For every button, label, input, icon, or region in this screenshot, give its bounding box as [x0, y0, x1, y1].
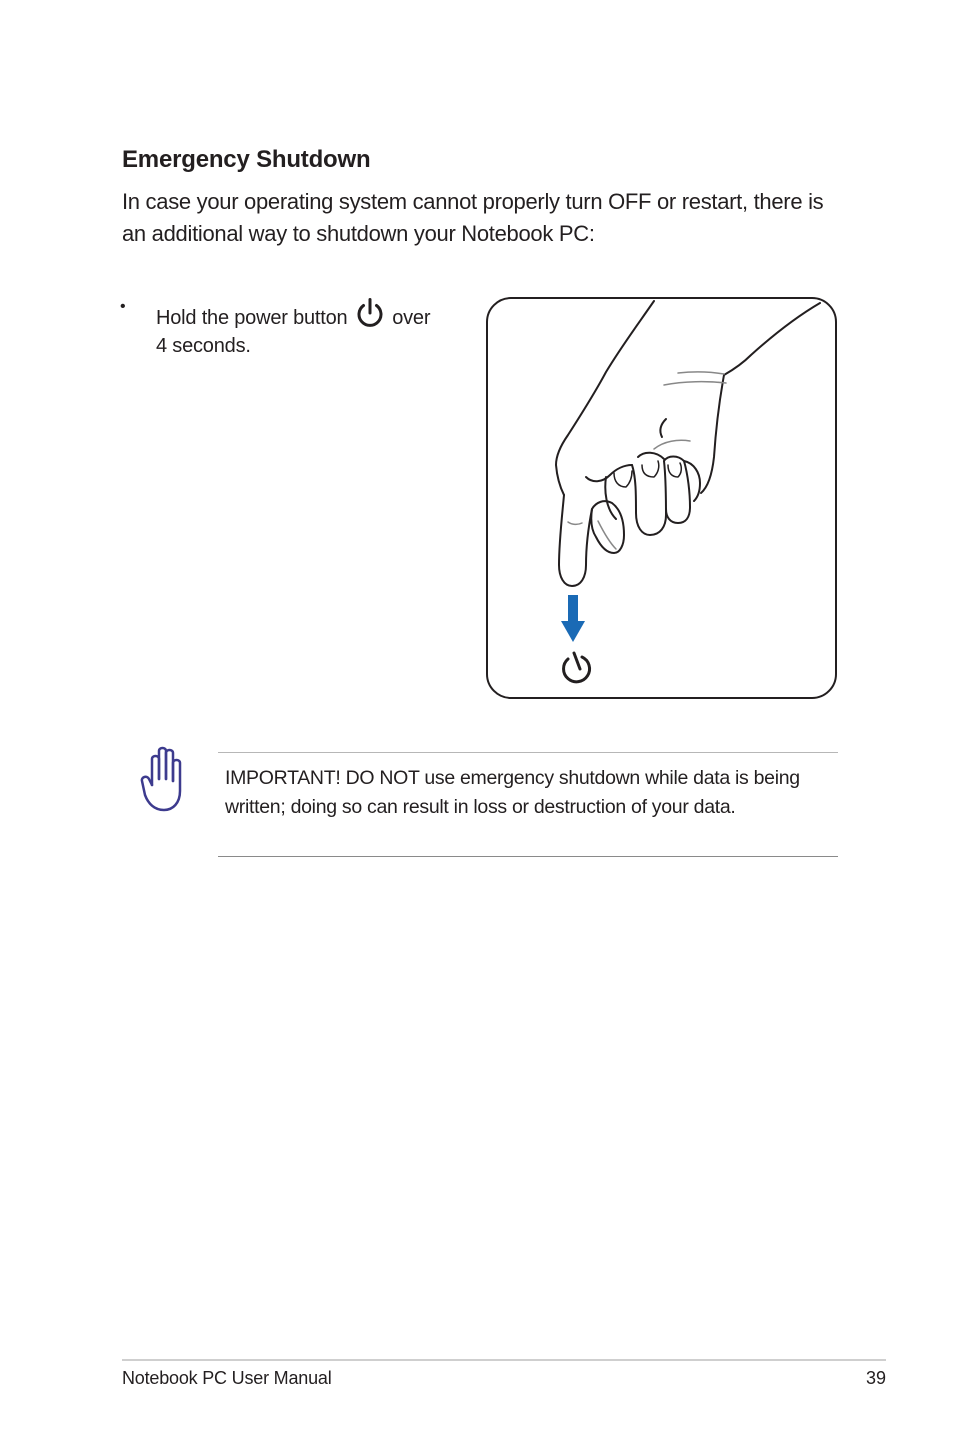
finger-press-illustration	[486, 297, 837, 699]
bullet-marker: •	[120, 298, 126, 315]
hand-stop-icon	[140, 745, 188, 813]
illustration-frame	[487, 298, 836, 698]
power-icon	[355, 298, 385, 330]
page-number: 39	[865, 1368, 886, 1388]
note-divider-bottom	[218, 856, 838, 857]
footer-title: Notebook PC User Manual	[122, 1368, 332, 1388]
note-divider-top	[218, 752, 838, 753]
intro-paragraph: In case your operating system cannot properly turn OFF or restart, there is an additional way to shutdown your Notebook PC:	[122, 189, 824, 246]
bullet-text-start: Hold the power button	[156, 307, 348, 329]
bullet-text-line2: 4 seconds.	[156, 335, 251, 357]
bullet-instruction	[156, 298, 486, 360]
footer-divider	[122, 1359, 886, 1361]
important-note: IMPORTANT! DO NOT use emergency shutdown while data is being written; doing so can result in loss or destruction of your data.	[225, 767, 800, 818]
section-heading: Emergency Shutdown	[122, 146, 371, 173]
bullet-text-end: over	[392, 307, 431, 329]
